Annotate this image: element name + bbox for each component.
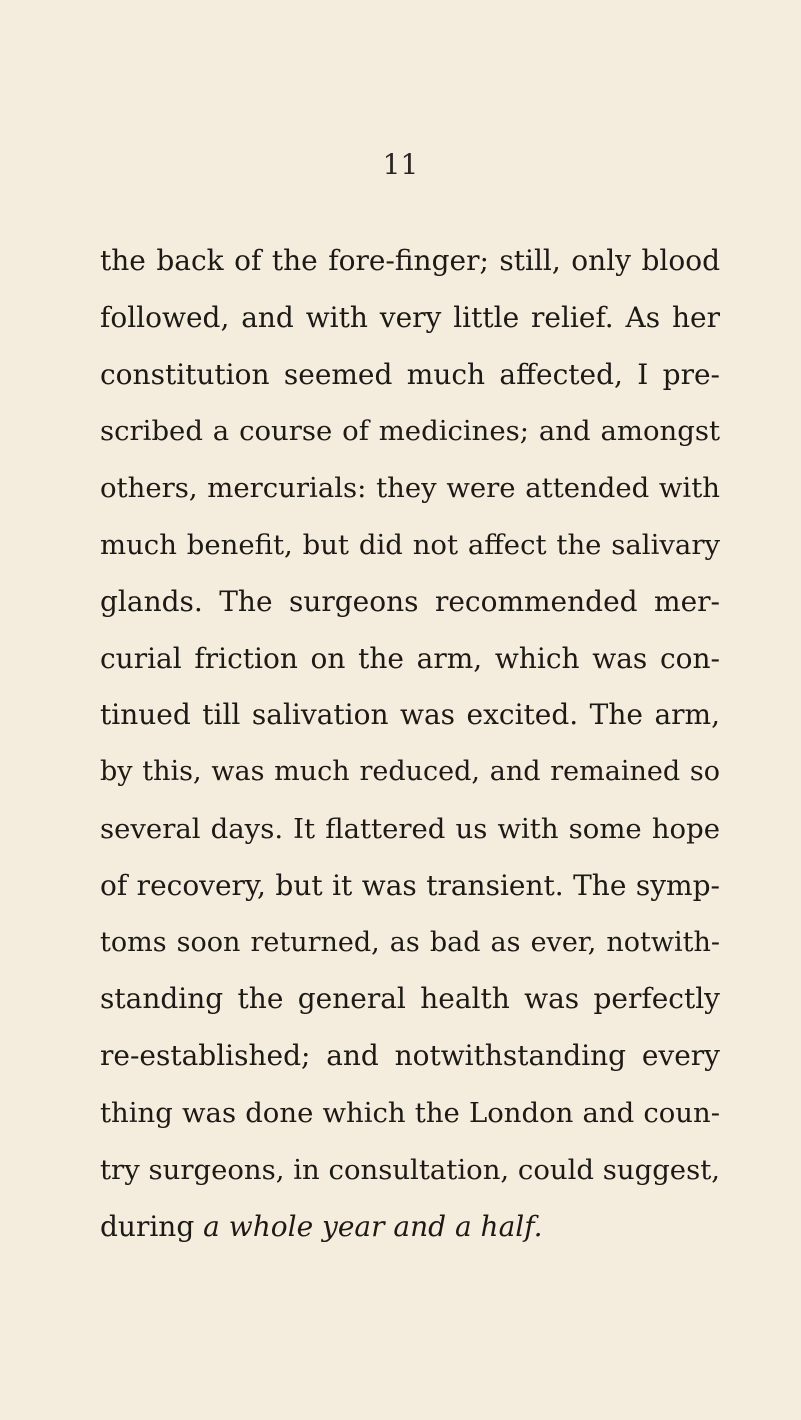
text-line: try surgeons, in consultation, could suggest, [100, 1153, 720, 1186]
italic-phrase: a whole year and a half. [203, 1209, 543, 1243]
text-line: by this, was much reduced, and remained so [100, 756, 720, 788]
text-line: scribed a course of medicines; and amongst [100, 415, 720, 448]
text-line: the back of the fore-finger; still, only blood [100, 244, 720, 277]
text-line: re-established; and notwithstanding every [100, 1039, 720, 1073]
last-line-lead: during [100, 1209, 204, 1243]
text-line: glands. The surgeons recommended mer- [100, 584, 720, 618]
text-line-last [100, 1199, 720, 1256]
text-line: toms soon returned, as bad as ever, notwith- [100, 926, 720, 958]
text-line: several days. It flattered us with some hope [100, 812, 720, 845]
text-line: of recovery, but it was transient. The symp- [100, 868, 720, 902]
text-line: followed, and with very little relief. As her [100, 300, 720, 334]
text-line: constitution seemed much affected, I pre- [100, 357, 720, 391]
page-number: 11 [382, 148, 419, 181]
text-line: others, mercurials: they were attended with [100, 472, 720, 505]
text-line: tinued till salivation was excited. The arm, [100, 698, 720, 732]
text-line: curial friction on the arm, which was con- [100, 641, 720, 675]
body-text [100, 233, 720, 1255]
text-line: standing the general health was perfectly [100, 982, 720, 1016]
text-line: thing was done which the London and coun- [100, 1096, 720, 1129]
text-line: much benefit, but did not affect the salivary [100, 528, 720, 561]
